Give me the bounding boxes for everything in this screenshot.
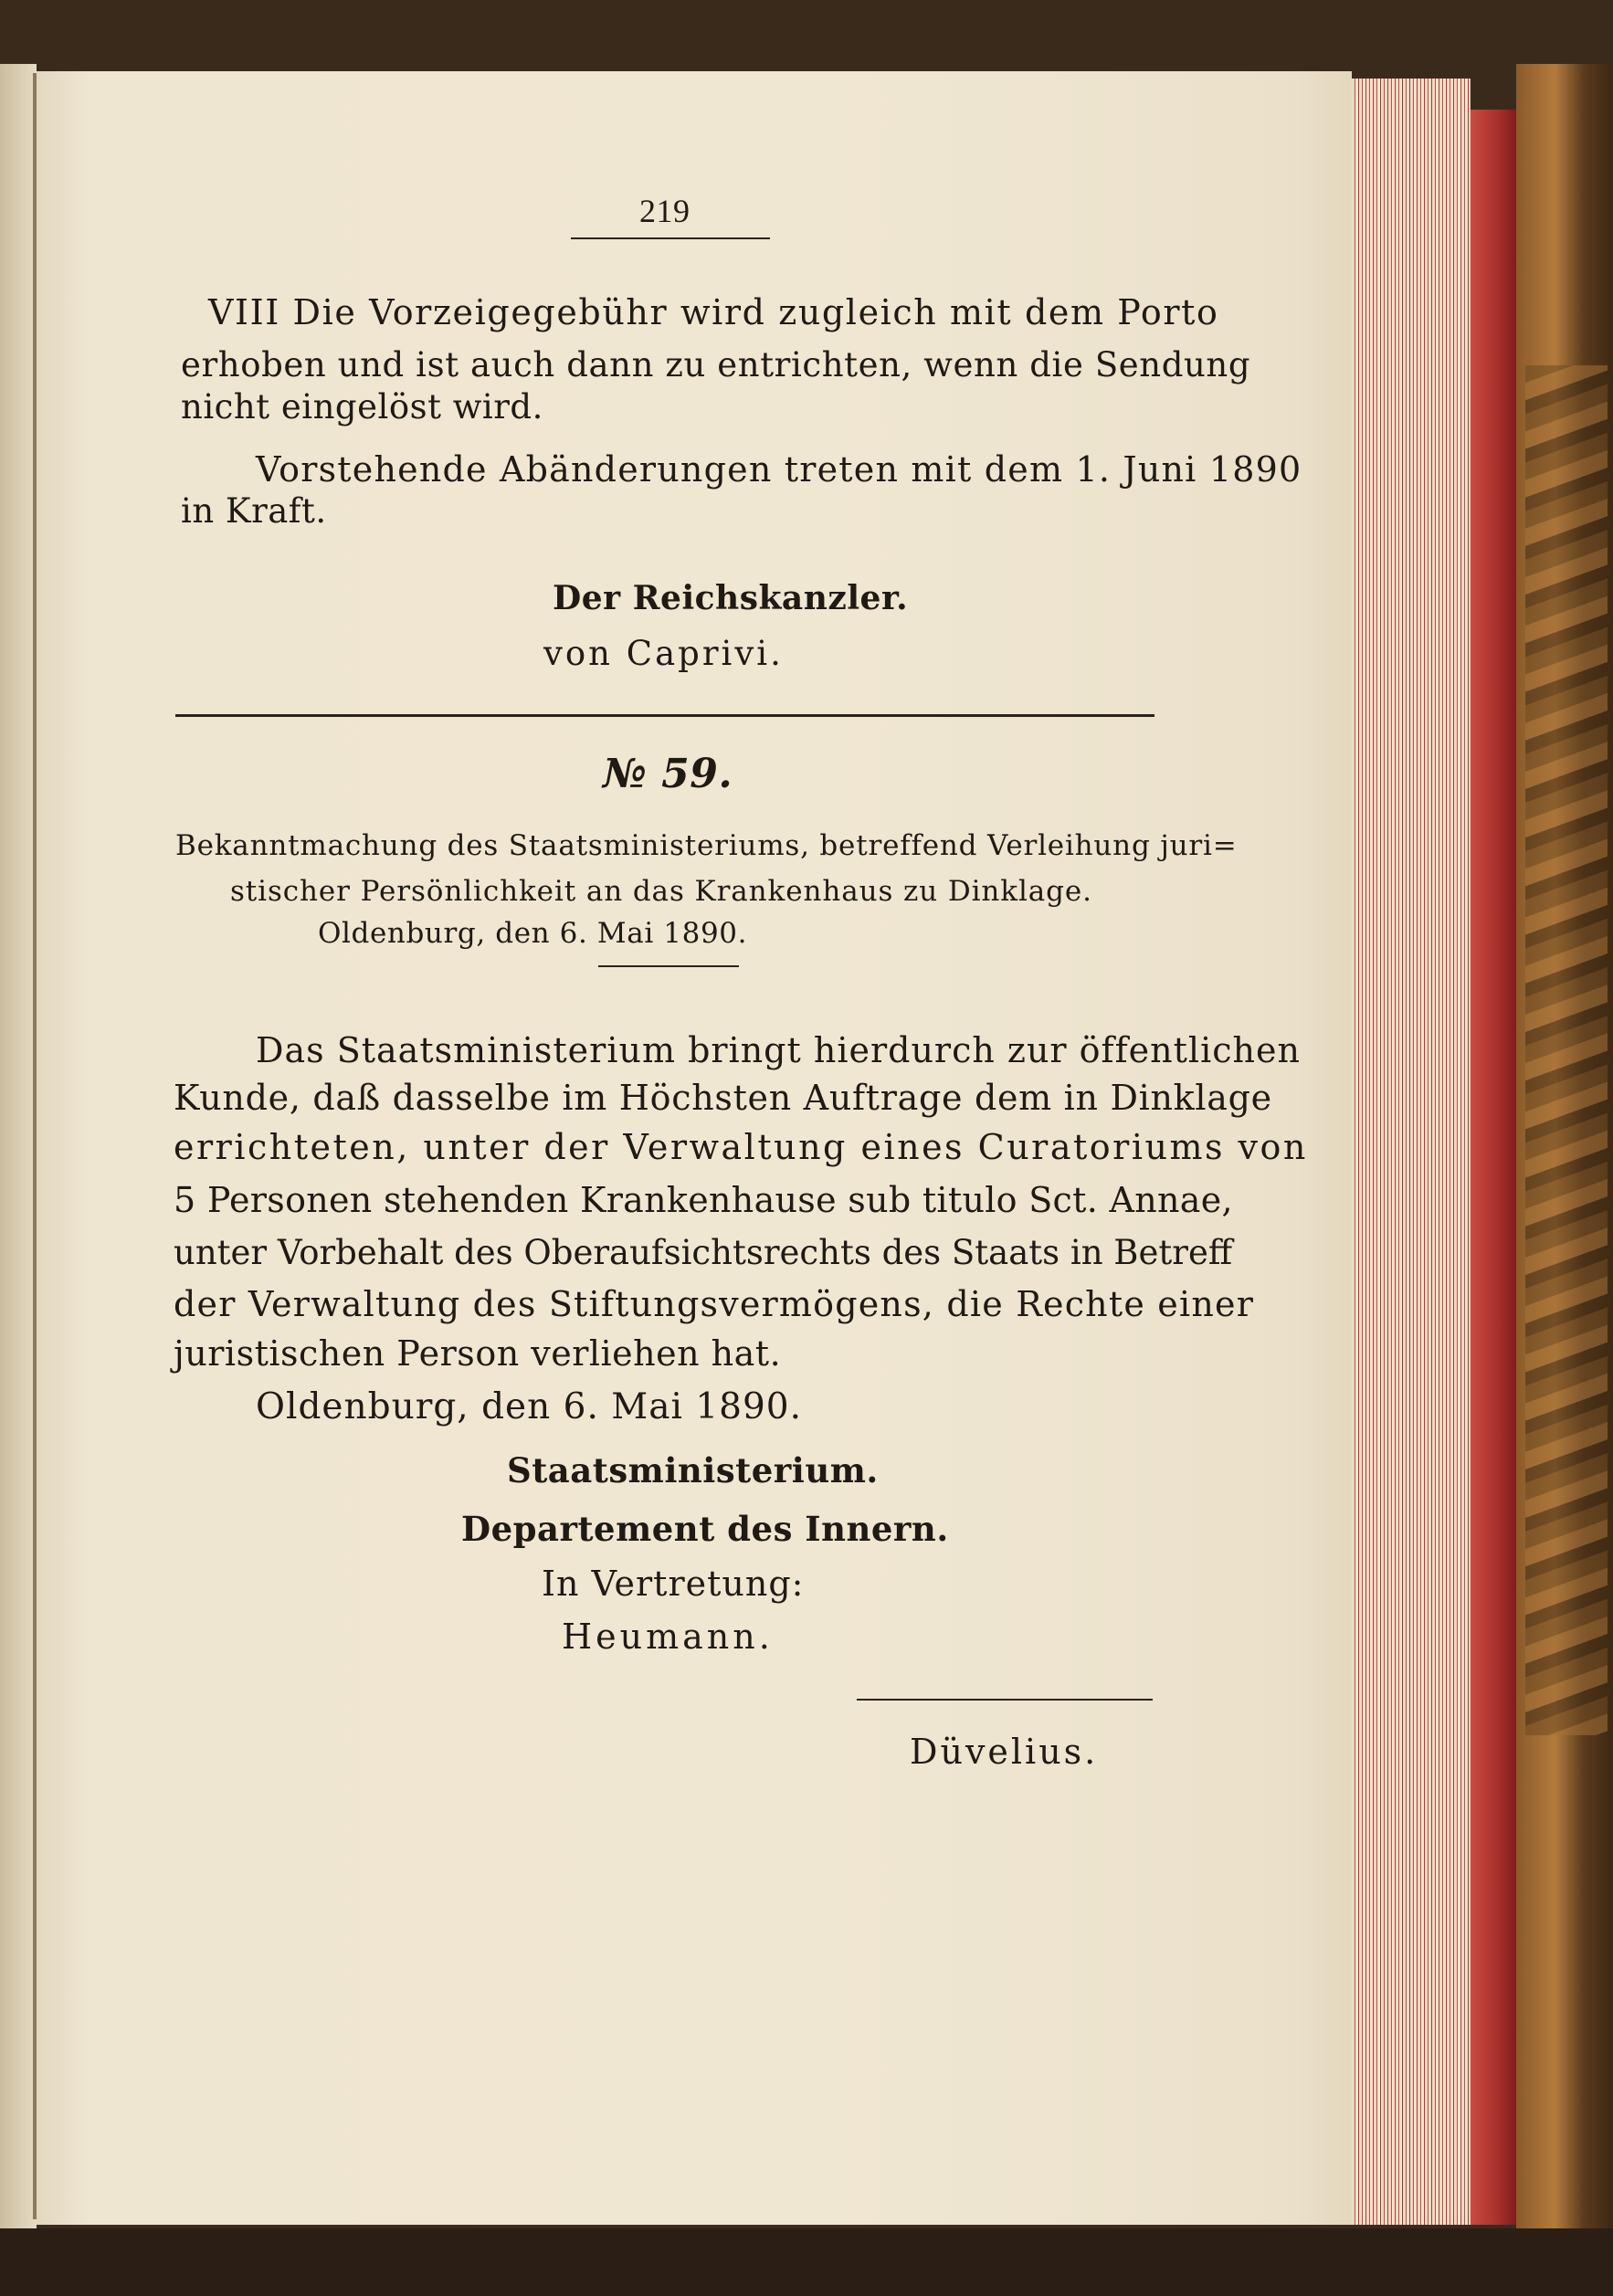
section-viii-line-1: VIII Die Vorzeigegebühr wird zugleich mit dem Porto	[208, 292, 1219, 332]
amendment-line-1: Vorstehende Abänderungen treten mit dem 1. Juni 1890	[256, 449, 1302, 490]
section-viii-line-2: erhoben und ist auch dann zu entrichten, wenn die Sendung	[181, 345, 1251, 384]
ministry-signature: Staatsministerium.	[507, 1450, 879, 1490]
announcement-date: Oldenburg, den 6. Mai 1890.	[256, 1386, 802, 1427]
section-viii-line-3: nicht eingelöst wird.	[181, 387, 543, 427]
signer-duevelius: Düvelius.	[910, 1732, 1099, 1772]
announcement-heading-line-3: Oldenburg, den 6. Mai 1890.	[318, 917, 748, 950]
page-stack-edges	[1352, 79, 1471, 2225]
announcement-body-line-3: errichteten, unter der Verwaltung eines Curatoriums von	[174, 1127, 1308, 1167]
page-number-rule	[571, 237, 770, 239]
left-page-edge	[0, 64, 37, 2228]
book-cover-bottom	[0, 2228, 1613, 2296]
department-signature: Departement des Innern.	[461, 1509, 949, 1549]
chancellor-name: von Caprivi.	[543, 634, 784, 673]
amendment-line-2: in Kraft.	[181, 491, 327, 531]
announcement-body-line-5: unter Vorbehalt des Oberaufsichtsrechts des Staats in Betreff	[174, 1233, 1233, 1272]
heading-rule	[598, 965, 739, 967]
announcement-heading-line-2: stischer Persönlichkeit an das Krankenhaus zu Dinklage.	[230, 875, 1092, 908]
announcement-body-line-7: juristischen Person verliehen hat.	[174, 1333, 782, 1374]
representation-label: In Vertretung:	[542, 1564, 805, 1604]
signer-heumann: Heumann.	[562, 1617, 774, 1657]
chancellor-title: Der Reichskanzler.	[553, 579, 909, 617]
section-separator	[175, 714, 1154, 717]
signature-rule	[857, 1699, 1153, 1701]
announcement-body-line-6: der Verwaltung des Stiftungsvermögens, die Rechte einer	[174, 1284, 1255, 1324]
announcement-heading-line-1: Bekanntmachung des Staatsministeriums, betreffend Verleihung juri=	[175, 829, 1238, 862]
announcement-body-line-4: 5 Personen stehenden Krankenhause sub titulo Sct. Annae,	[174, 1180, 1233, 1220]
announcement-body-line-2: Kunde, daß dasselbe im Höchsten Auftrage dem in Dinklage	[174, 1078, 1272, 1118]
page-number: 219	[639, 193, 691, 229]
red-page-edge	[1471, 110, 1516, 2225]
leather-texture	[1525, 365, 1608, 1735]
announcement-number: № 59.	[603, 751, 733, 797]
announcement-body-line-1: Das Staatsministerium bringt hierdurch zur öffentlichen	[256, 1030, 1301, 1070]
